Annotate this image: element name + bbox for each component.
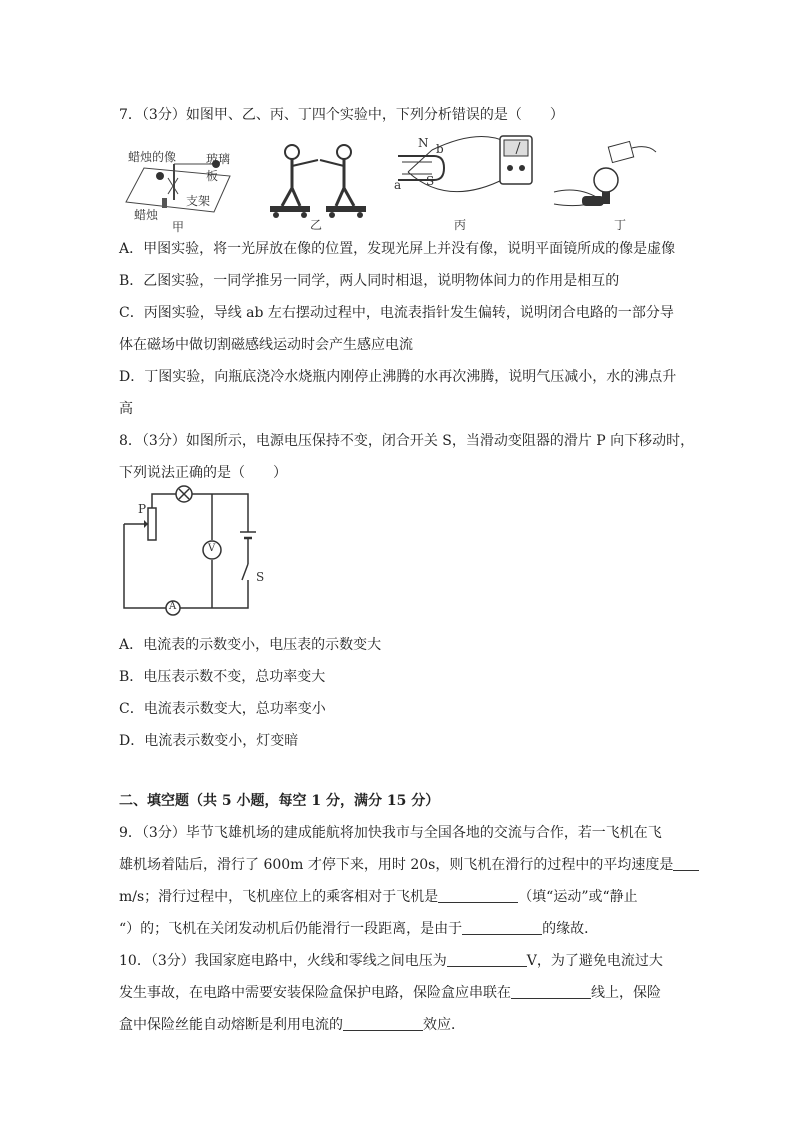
voltmeter-label: V xyxy=(208,543,216,554)
figure-ding xyxy=(548,138,660,232)
glass-plate-label: 玻璃板 xyxy=(206,152,231,183)
q9-blank-speed[interactable] xyxy=(673,856,699,871)
q9-line3 xyxy=(119,886,638,906)
q7-option-c-line1: C．丙图实验，导线 ab 左右摆动过程中，电流表指针发生偏转，说明闭合电路的一部分导 xyxy=(119,305,674,321)
q10-line3-text-a: 盒中保险丝能自动熔断是利用电流的 xyxy=(119,1017,343,1033)
figure-bing-label: 丙 xyxy=(454,218,467,232)
q9-blank-reason[interactable] xyxy=(462,920,542,935)
q9-line2-text: 雄机场着陆后，滑行了 600m 才停下来，用时 20s，则飞机在滑行的过程中的平均速度是 xyxy=(119,857,674,873)
q8-option-a: A．电流表的示数变小，电压表的示数变大 xyxy=(119,637,382,653)
slider-p-label: P xyxy=(138,502,147,516)
q7-option-a: A．甲图实验，将一光屏放在像的位置，发现光屏上并没有像，说明平面镜所成的像是虚像 xyxy=(119,241,676,257)
q9-line2 xyxy=(119,854,699,874)
figure-bing xyxy=(388,128,538,232)
q7-option-b: B．乙图实验，一同学推另一同学，两人同时相退，说明物体间力的作用是相互的 xyxy=(119,273,620,289)
q9-line3-text-a: m/s；滑行过程中，飞机座位上的乘客相对于飞机是 xyxy=(119,889,439,905)
q9-line4-text-b: 的缘故． xyxy=(542,921,599,937)
figure-jia-label: 甲 xyxy=(172,220,185,234)
q9-line3-text-b: （填“运动”或“静止 xyxy=(518,889,638,905)
figure-jia xyxy=(122,140,234,232)
q10-line2-text-b: 线上，保险 xyxy=(591,985,661,1001)
q8-option-c: C．电流表示数变大，总功率变小 xyxy=(119,701,326,717)
q10-line1-text-b: V，为了避免电流过大 xyxy=(526,953,663,969)
candle-label: 蜡烛 xyxy=(134,208,159,222)
q10-line2 xyxy=(119,982,661,1002)
q7-stem: 7．（3分）如图甲、乙、丙、丁四个实验中，下列分析错误的是（ ） xyxy=(119,107,564,123)
section-2-title: 二、填空题（共 5 小题，每空 1 分，满分 15 分） xyxy=(119,793,440,809)
figure-yi-label: 乙 xyxy=(310,218,323,232)
q9-line4-text-a: “）的；飞机在关闭发动机后仍能滑行一段距离，是由于 xyxy=(119,921,463,937)
wire-end-a-label: a xyxy=(394,178,402,192)
pole-n-label: N xyxy=(418,136,429,150)
q10-blank-effect[interactable] xyxy=(343,1016,423,1031)
q10-blank-voltage[interactable] xyxy=(447,952,527,967)
q9-line4 xyxy=(119,918,598,938)
q9-line1: 9．（3分）毕节飞雄机场的建成能航将加快我市与全国各地的交流与合作，若一飞机在飞 xyxy=(119,825,662,841)
q7-option-d-line1: D．丁图实验，向瓶底浇冷水烧瓶内刚停止沸腾的水再次沸腾，说明气压减小，水的沸点升 xyxy=(119,369,677,385)
switch-s-label: S xyxy=(256,570,265,584)
ammeter-label: A xyxy=(169,601,177,612)
q10-line3-text-b: 效应． xyxy=(423,1017,465,1033)
q10-line3 xyxy=(119,1014,465,1034)
q10-blank-wire[interactable] xyxy=(511,984,591,999)
stand-label: 支架 xyxy=(186,194,211,208)
q8-option-b: B．电压表示数不变，总功率变大 xyxy=(119,669,326,685)
figure-yi xyxy=(264,138,374,232)
q8-stem-line1: 8．（3分）如图所示，电源电压保持不变，闭合开关 S，当滑动变阻器的滑片 P 向下移动时， xyxy=(119,433,695,449)
q9-blank-motion[interactable] xyxy=(438,888,518,903)
q8-option-d: D．电流表示数变小，灯变暗 xyxy=(119,733,299,749)
q8-stem-line2: 下列说法正确的是（ ） xyxy=(119,465,287,481)
q10-line1-text-a: 10．（3分）我国家庭电路中，火线和零线之间电压为 xyxy=(119,953,447,969)
pole-s-label: S xyxy=(426,174,435,188)
wire-end-b-label: b xyxy=(436,142,444,156)
q10-line1 xyxy=(119,950,663,970)
q10-line2-text-a: 发生事故，在电路中需要安装保险盒保护电路，保险盒应串联在 xyxy=(119,985,511,1001)
q8-circuit-diagram xyxy=(118,484,268,616)
q7-option-c-line2: 体在磁场中做切割磁感线运动时会产生感应电流 xyxy=(119,337,413,353)
q7-option-d-line2: 高 xyxy=(119,401,133,417)
mirror-image-label: 蜡烛的像 xyxy=(128,150,177,164)
figure-ding-label: 丁 xyxy=(614,218,627,232)
